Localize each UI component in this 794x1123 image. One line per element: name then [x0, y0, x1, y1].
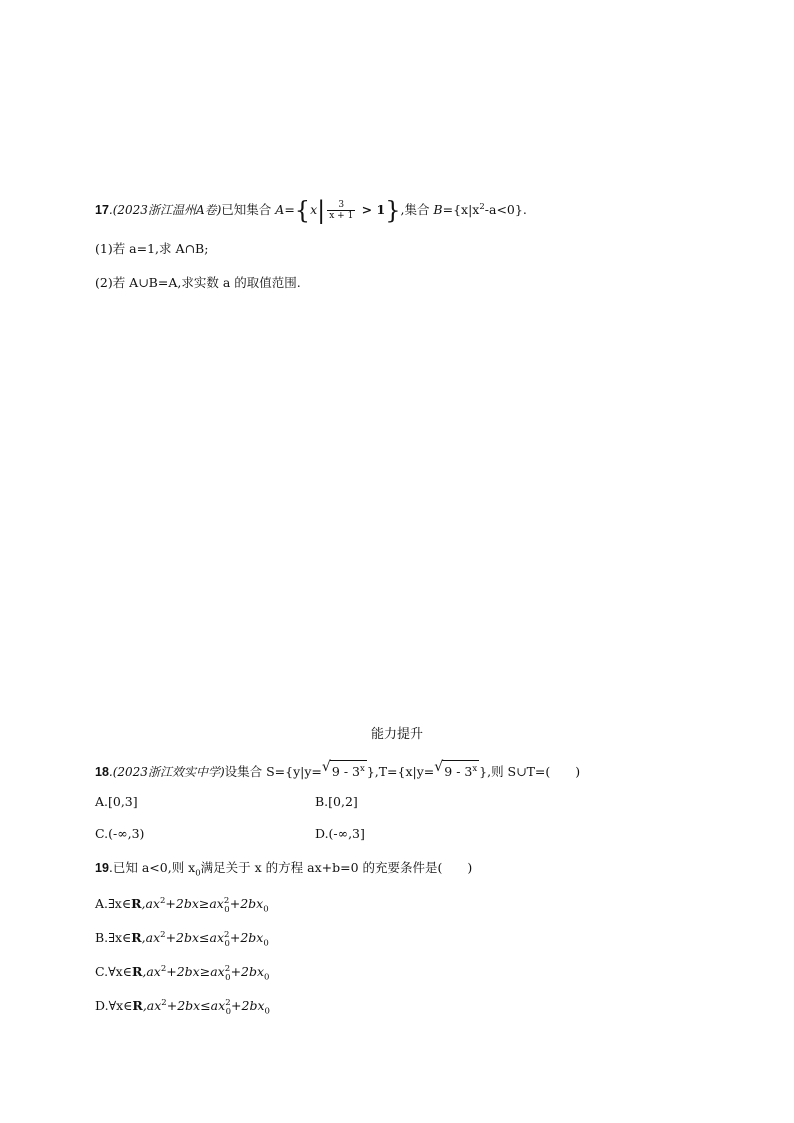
q18-option-a[interactable]: A.[0,3] — [95, 794, 138, 809]
sqrt-sign: √ — [321, 759, 331, 775]
vertical-bar: | — [317, 196, 326, 225]
square-exponent: 2 — [160, 964, 167, 974]
q17-setA-compare: > 1 — [357, 202, 386, 218]
zero-subscript: 0 — [224, 938, 230, 949]
q19-stem-b: 满足关于 x 的方程 ax+b=0 的充要条件是( ) — [200, 860, 473, 875]
q19-stem-a: .已知 a<0,则 x — [108, 860, 196, 875]
q17-stem — [95, 196, 527, 225]
q18-lead: 设集合 S={y|y= — [224, 764, 322, 780]
q18-options-row-1 — [95, 794, 358, 810]
reals-symbol: R — [131, 930, 142, 946]
q17-source: .(2023浙江温州A卷) — [108, 203, 222, 218]
option-tail: +2bx — [231, 998, 265, 1014]
square-exponent: 2 — [159, 896, 166, 906]
q17-equals: = — [284, 202, 295, 218]
zero-subscript: 0 — [263, 904, 269, 915]
zero-subscript: 0 — [224, 904, 230, 915]
option-lhs: ,ax — [141, 896, 160, 912]
radicand-exponent: x — [359, 764, 365, 774]
fraction-denominator: x + 1 — [329, 211, 354, 222]
reals-symbol: R — [131, 964, 143, 980]
q18-option-c[interactable]: C.(-∞,3) — [95, 826, 145, 841]
q17-part2: (2)若 A∪B=A,求实数 a 的取值范围. — [95, 275, 301, 290]
q18-tail: },则 S∪T=( ) — [479, 764, 581, 780]
q18-option-d[interactable]: D.(-∞,3] — [315, 826, 365, 841]
q19-stem — [95, 860, 472, 882]
q17-number: 17 — [95, 203, 109, 218]
q18-sqrt-1 — [322, 760, 367, 780]
option-tail: +2bx — [230, 964, 265, 980]
radicand-exponent: x — [472, 764, 478, 774]
option-prefix: A. — [95, 896, 109, 912]
option-prefix: C. — [95, 964, 109, 980]
q17-mid: ,集合 — [400, 202, 434, 218]
q17-part1: (1)若 a=1,求 A∩B; — [95, 241, 209, 256]
square-exponent: 2 — [160, 930, 166, 940]
zero-subscript: 0 — [263, 938, 269, 949]
q17-fraction — [327, 200, 355, 221]
option-quantifier: ∃x∈ — [108, 930, 132, 946]
q18-option-b[interactable]: B.[0,2] — [315, 794, 358, 809]
option-lhs: ,ax — [142, 964, 161, 980]
left-brace: { — [294, 196, 311, 225]
q18-stem — [95, 760, 580, 780]
right-brace: } — [385, 196, 401, 225]
option-tail: +2bx — [229, 930, 264, 946]
option-prefix: D. — [95, 998, 109, 1014]
option-relation: +2bx≤ax — [165, 930, 225, 946]
option-tail: +2bx — [229, 896, 264, 912]
q17-setB-tail: -a<0}. — [484, 202, 527, 218]
q17-setB-body: ={x|x — [442, 202, 480, 218]
q17-setA-name: A — [275, 202, 285, 218]
square-exponent: 2 — [224, 930, 230, 940]
square-exponent: 2 — [224, 964, 231, 974]
zero-subscript: 0 — [264, 1006, 270, 1017]
q18-number: 18 — [95, 765, 109, 780]
q17-setB-name: B — [433, 202, 443, 218]
q18-source: .(2023浙江效实中学) — [108, 765, 225, 780]
square-exponent: 2 — [225, 998, 231, 1008]
option-prefix: B. — [95, 930, 109, 946]
option-quantifier: ∀x∈ — [108, 998, 133, 1014]
q17-setA-var: x — [310, 202, 318, 218]
radicand: 9 - 3 — [331, 764, 360, 780]
fraction-numerator: 3 — [327, 200, 355, 211]
option-quantifier: ∃x∈ — [108, 896, 132, 912]
q19-option-c[interactable] — [95, 961, 269, 986]
zero-subscript: 0 — [225, 972, 231, 983]
radicand: 9 - 3 — [444, 764, 473, 780]
reals-symbol: R — [131, 896, 142, 912]
option-relation: +2bx≥ax — [165, 896, 224, 912]
square-exponent: 2 — [161, 998, 167, 1008]
q17-lead: 已知集合 — [221, 202, 276, 218]
q18-sqrt-2 — [434, 760, 479, 780]
q18-options-row-2 — [95, 826, 365, 842]
q19-option-b[interactable] — [95, 927, 269, 952]
q19-option-d[interactable] — [95, 995, 270, 1020]
sqrt-sign: √ — [434, 759, 444, 775]
option-relation: +2bx≤ax — [166, 998, 226, 1014]
option-lhs: ,ax — [141, 930, 161, 946]
reals-symbol: R — [132, 998, 143, 1014]
q17-setB-exp: 2 — [479, 202, 485, 212]
zero-subscript: 0 — [225, 1006, 232, 1017]
q18-mid: },T={x|y= — [366, 764, 435, 780]
q19-stem-sub: 0 — [195, 868, 201, 879]
q19-option-a[interactable] — [95, 893, 269, 918]
option-relation: +2bx≥ax — [166, 964, 225, 980]
zero-subscript: 0 — [264, 972, 270, 983]
square-exponent: 2 — [223, 896, 230, 906]
q19-number: 19 — [95, 861, 109, 875]
section-title: 能力提升 — [370, 727, 423, 742]
option-quantifier: ∀x∈ — [108, 964, 132, 980]
option-lhs: ,ax — [142, 998, 162, 1014]
